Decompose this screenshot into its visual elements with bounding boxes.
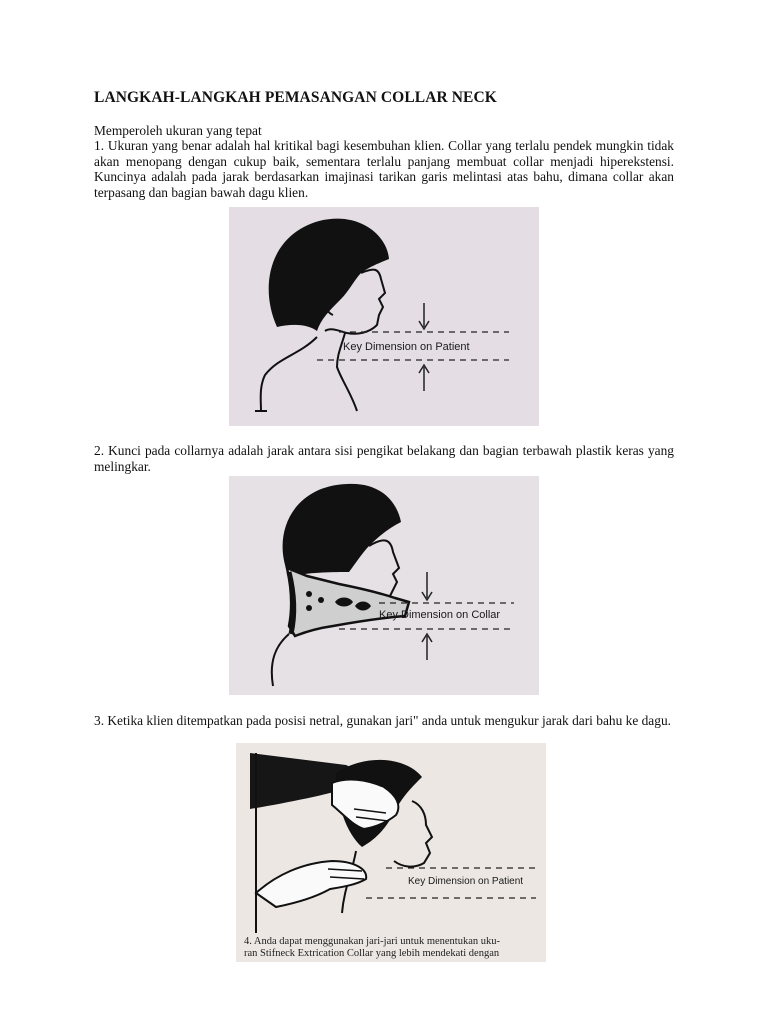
collar-measurement-figure bbox=[229, 476, 539, 695]
step-2-text: 2. Kunci pada collarnya adalah jarak antara sisi pengikat belakang dan bagian terbawah plastik keras yang melingkar. bbox=[94, 443, 674, 474]
figure-caption bbox=[244, 936, 500, 960]
patient-head-illustration bbox=[229, 207, 539, 426]
section-subtitle: Memperoleh ukuran yang tepat bbox=[94, 123, 262, 138]
caption-line-1: 4. Anda dapat menggunakan jari-jari untuk menentukan uku- bbox=[244, 936, 501, 947]
patient-measurement-figure bbox=[229, 207, 539, 426]
key-dimension-label: Key Dimension on Patient bbox=[408, 876, 524, 887]
key-dimension-label: Key Dimension on Patient bbox=[343, 341, 470, 353]
step-3-text: 3. Ketika klien ditempatkan pada posisi netral, gunakan jari" anda untuk mengukur jarak dari bahu ke dagu. bbox=[94, 713, 671, 728]
step-1-text: 1. Ukuran yang benar adalah hal kritikal bagi kesembuhan klien. Collar yang terlalu pendek mungkin tidak akan menopang dengan cukup baik, sementara terlalu panjang membuat collar menjadi hiperekstensi. Kuncinya adalah pada jarak berdasarkan imajinasi tarikan garis melintasi atas bahu, dimana collar akan terpasang dan bagian bawah dagu klien. bbox=[94, 138, 674, 200]
document-title: LANGKAH-LANGKAH PEMASANGAN COLLAR NECK bbox=[94, 89, 497, 106]
collar-head-illustration bbox=[229, 476, 539, 695]
key-dimension-label: Key Dimension on Collar bbox=[379, 609, 501, 621]
finger-measurement-figure bbox=[236, 743, 546, 962]
hands-measuring-illustration bbox=[236, 743, 546, 962]
caption-line-2: ran Stifneck Extrication Collar yang lebih mendekati dengan bbox=[244, 948, 500, 959]
